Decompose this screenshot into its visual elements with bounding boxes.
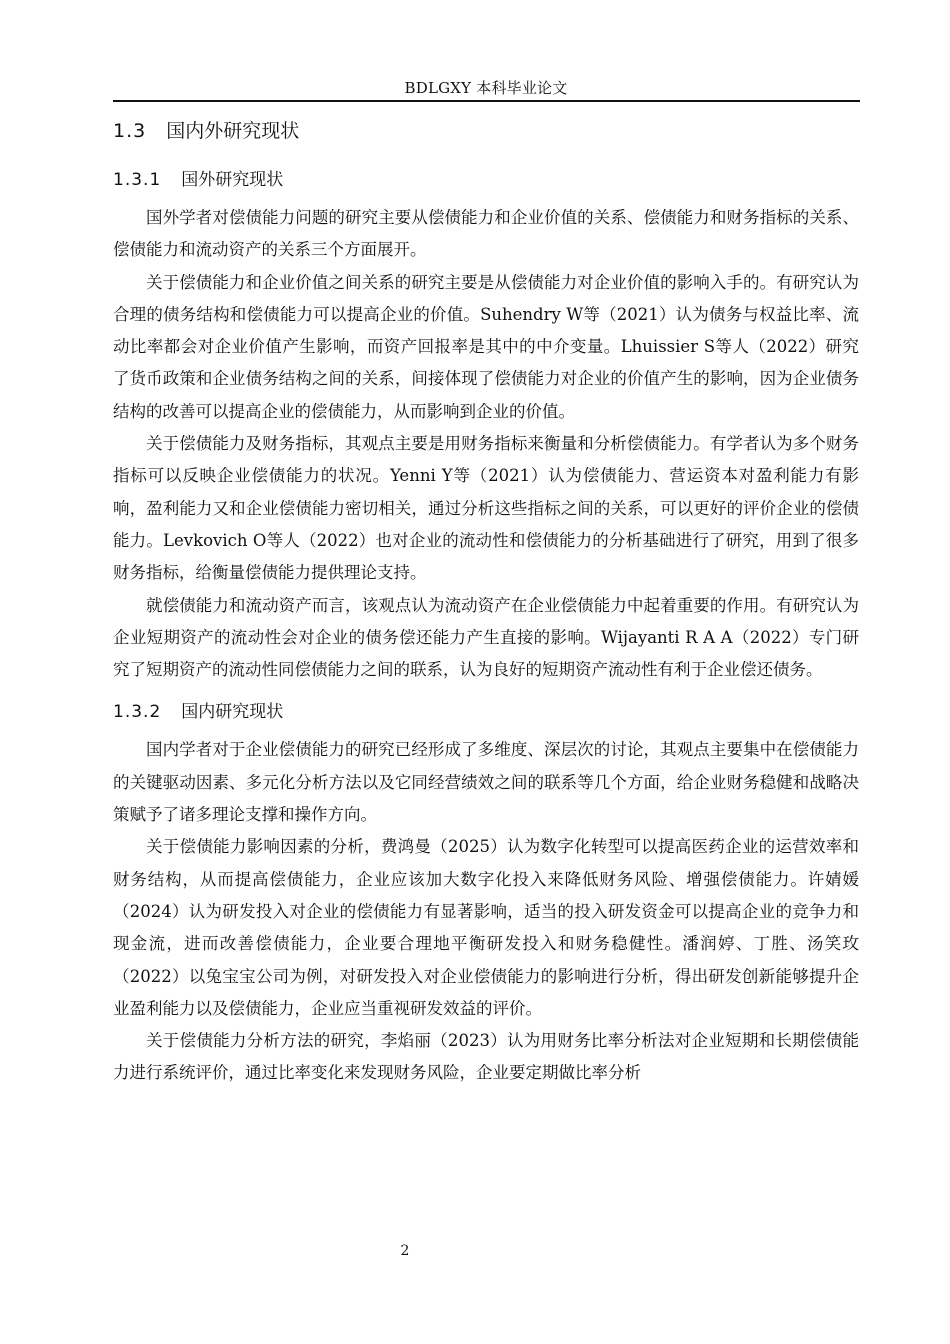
section-number: 1.3 xyxy=(113,120,147,142)
subsection-number: 1.3.1 xyxy=(113,170,162,190)
subsection-title: 国内研究现状 xyxy=(181,702,284,723)
paragraph: 国外学者对偿债能力问题的研究主要从偿债能力和企业价值的关系、偿债能力和财务指标的关系、偿债能力和流动资产的关系三个方面展开。 xyxy=(113,208,859,260)
header-rule xyxy=(113,100,860,102)
subsection-heading-foreign xyxy=(113,168,859,192)
paragraph: 就偿债能力和流动资产而言，该观点认为流动资产在企业偿债能力中起着重要的作用。有研究认为企业短期资产的流动性会对企业的债务偿还能力产生直接的影响。Wijayanti R A A（2022）专门研究了短期资产的流动性同偿债能力之间的联系，认为良好的短期资产流动性有利于企业偿还债务。 xyxy=(113,595,859,680)
page-body xyxy=(113,112,859,1090)
section-heading xyxy=(113,118,859,144)
subsection-number: 1.3.2 xyxy=(113,702,162,723)
paragraph: 关于偿债能力及财务指标，其观点主要是用财务指标来衡量和分析偿债能力。有学者认为多个财务指标可以反映企业偿债能力的状况。Yenni Y等（2021）认为偿债能力、营运资本对盈利能力有影响，盈利能力又和企业偿债能力密切相关，通过分析这些指标之间的关系，可以更好的评价企业的偿债能力。Levkovich O等人（2022）也对企业的流动性和偿债能力的分析基础进行了研究，用到了很多财务指标，给衡量偿债能力提供理论支持。 xyxy=(113,434,859,583)
paragraph: 关于偿债能力分析方法的研究，李焰丽（2023）认为用财务比率分析法对企业短期和长期偿债能力进行系统评价，通过比率变化来发现财务风险，企业要定期做比率分析 xyxy=(113,1031,859,1083)
subsection-heading-domestic xyxy=(113,700,859,724)
paragraph: 关于偿债能力影响因素的分析，费鸿曼（2025）认为数字化转型可以提高医药企业的运营效率和财务结构，从而提高偿债能力，企业应该加大数字化投入来降低财务风险、增强偿债能力。许婧媛（2024）认为研发投入对企业的偿债能力有显著影响，适当的投入研发资金可以提高企业的竞争力和现金流，进而改善偿债能力，企业要合理地平衡研发投入和财务稳健性。潘润婷、丁胜、汤笑玫（2022）以兔宝宝公司为例，对研发投入对企业偿债能力的影响进行分析，得出研发创新能够提升企业盈利能力以及偿债能力，企业应当重视研发效益的评价。 xyxy=(113,837,859,1018)
page-number: 2 xyxy=(400,1243,410,1259)
section-title: 国内外研究现状 xyxy=(166,120,300,142)
running-header: BDLGXY 本科毕业论文 xyxy=(404,79,568,97)
paragraph: 国内学者对于企业偿债能力的研究已经形成了多维度、深层次的讨论，其观点主要集中在偿债能力的关键驱动因素、多元化分析方法以及它同经营绩效之间的联系等几个方面，给企业财务稳健和战略决策赋予了诸多理论支撑和操作方向。 xyxy=(113,740,859,825)
paragraph: 关于偿债能力和企业价值之间关系的研究主要是从偿债能力对企业价值的影响入手的。有研究认为合理的债务结构和偿债能力可以提高企业的价值。Suhendry W等（2021）认为债务与权益比率、流动比率都会对企业价值产生影响，而资产回报率是其中的中介变量。Lhuissier S等人（2022）研究了货币政策和企业债务结构之间的关系，间接体现了偿债能力对企业的价值产生的影响，因为企业债务结构的改善可以提高企业的偿债能力，从而影响到企业的价值。 xyxy=(113,272,859,421)
subsection-title: 国外研究现状 xyxy=(181,170,284,190)
